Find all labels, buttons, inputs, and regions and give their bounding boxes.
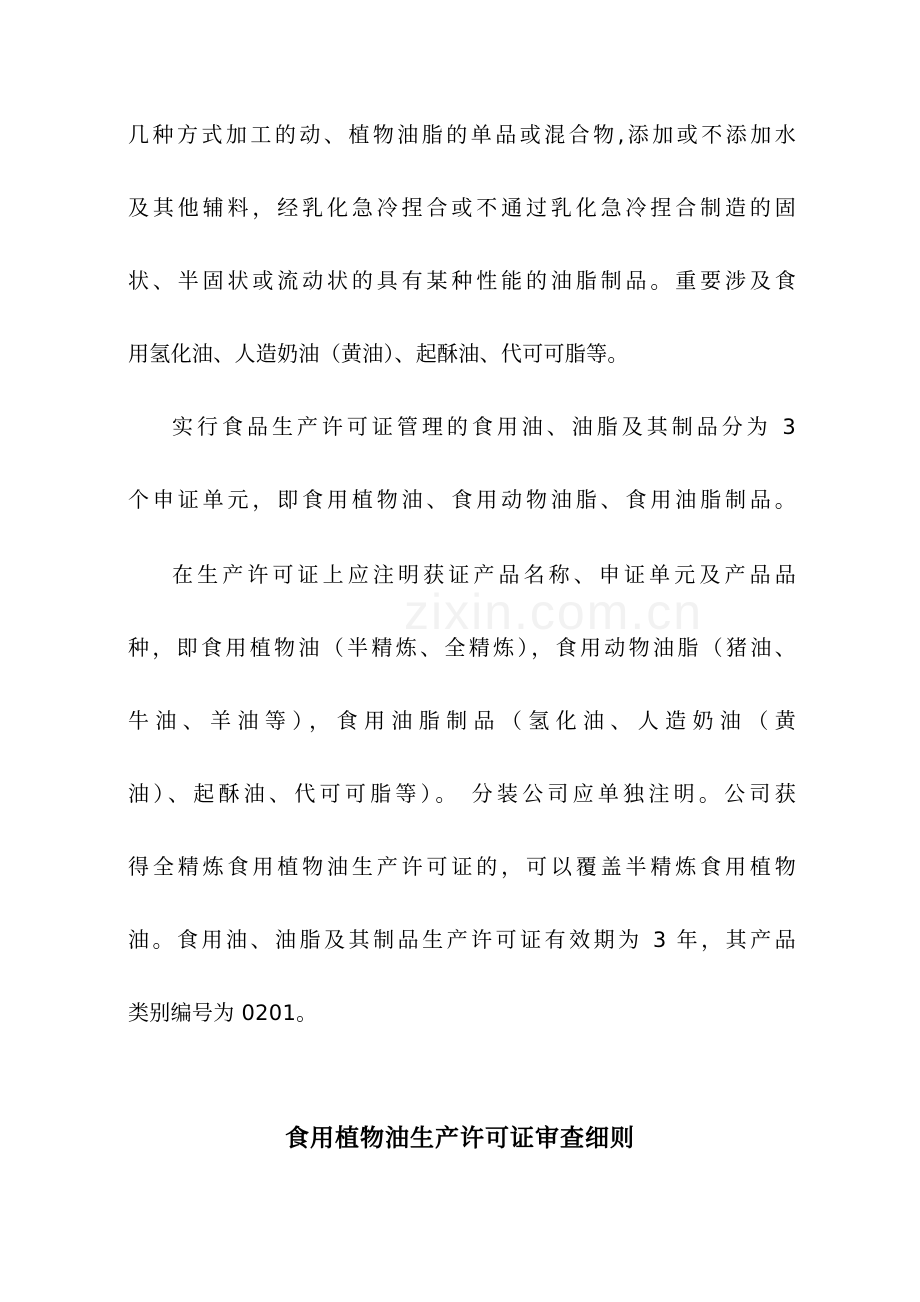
paragraph-line-10: 油）、起酥油、代可可脂等）。 分装公司应单独注明。公司获 [128, 782, 796, 806]
section-title: 食用植物油生产许可证审查细则 [285, 1124, 635, 1152]
paragraph-line-5: 实行食品生产许可证管理的食用油、油脂及其制品分为 3 [172, 415, 796, 439]
paragraph-line-9: 牛油、羊油等），食用油脂制品（氢化油、人造奶油（黄 [128, 709, 796, 733]
watermark: zixin.com.cn [404, 584, 704, 640]
paragraph-line-8: 种，即食用植物油（半精炼、全精炼），食用动物油脂（猪油、 [128, 636, 796, 660]
paragraph-line-13: 类别编号为 0201。 [128, 1001, 318, 1025]
paragraph-line-7: 在生产许可证上应注明获证产品名称、申证单元及产品品 [172, 563, 796, 587]
paragraph-line-2: 及其他辅料，经乳化急冷捏合或不通过乳化急冷捏合制造的固 [128, 196, 796, 220]
paragraph-line-12: 油。食用油、油脂及其制品生产许可证有效期为 3 年，其产品 [128, 928, 796, 952]
paragraph-line-3: 状、半固状或流动状的具有某种性能的油脂制品。重要涉及食 [128, 269, 796, 293]
paragraph-line-11: 得全精炼食用植物油生产许可证的，可以覆盖半精炼食用植物 [128, 855, 796, 879]
paragraph-line-4: 用氢化油、人造奶油（黄油）、起酥油、代可可脂等。 [128, 342, 629, 366]
paragraph-line-6: 个申证单元，即食用植物油、食用动物油脂、食用油脂制品。 [128, 488, 796, 512]
paragraph-line-1: 几种方式加工的动、植物油脂的单品或混合物,添加或不添加水 [128, 123, 796, 147]
